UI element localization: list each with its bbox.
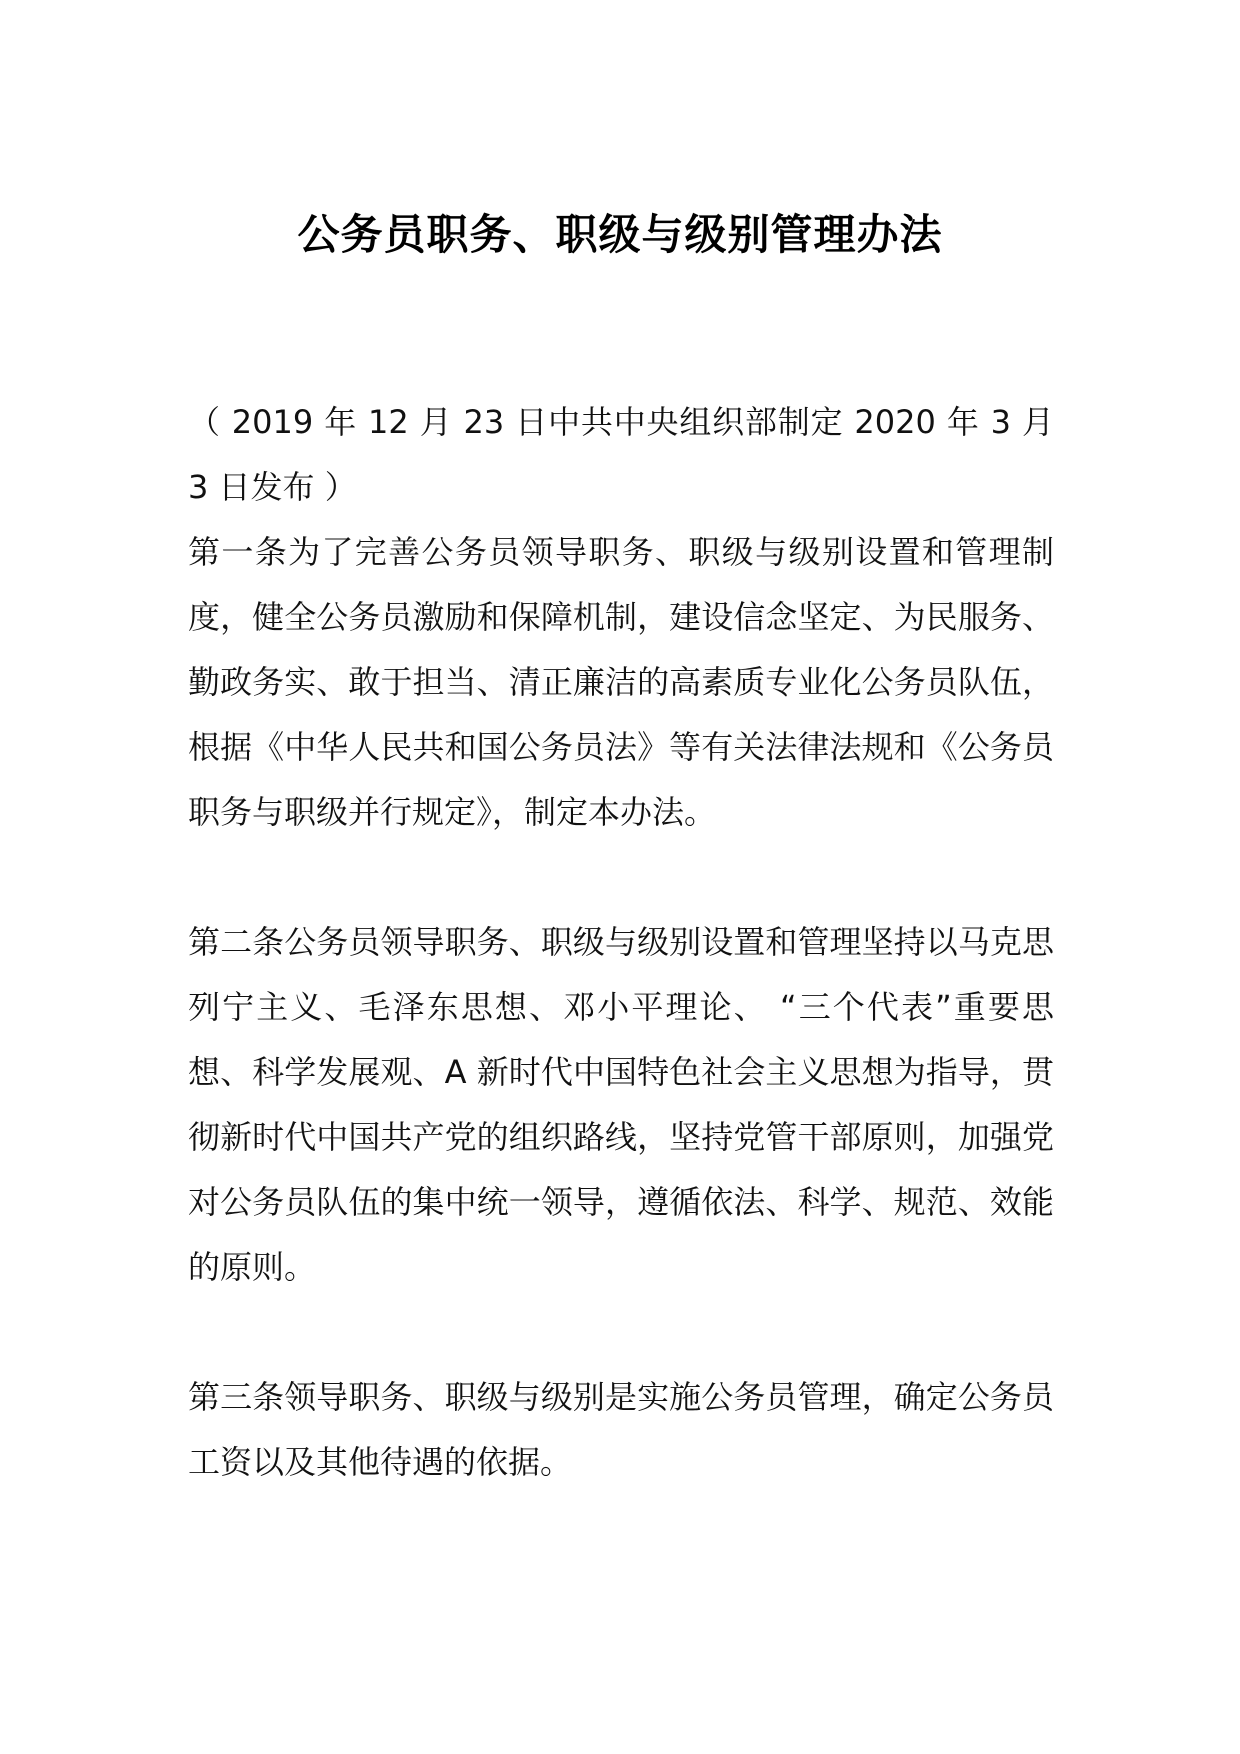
document-body	[188, 390, 1054, 1495]
article-1: 第一条为了完善公务员领导职务、职级与级别设置和管理制度，健全公务员激励和保障机制，建设信念坚定、为民服务、勤政务实、敢于担当、清正廉洁的高素质专业化公务员队伍，根据《中华人民共和国公务员法》等有关法律法规和《公务员职务与职级并行规定》，制定本办法。	[188, 533, 1054, 831]
document-title: 公务员职务、职级与级别管理办法	[297, 210, 943, 259]
paragraph-spacer	[188, 845, 1054, 910]
paragraph-spacer	[188, 1300, 1054, 1365]
article-2: 第二条公务员领导职务、职级与级别设置和管理坚持以马克思列宁主义、毛泽东思想、邓小平理论、 “三个代表”重要思想、科学发展观、A 新时代中国特色社会主义思想为指导，贯彻新时代中国共产党的组织路线，坚持党管干部原则，加强党对公务员队伍的集中统一领导，遵循依法、科学、规范、效能的原则。	[188, 923, 1054, 1286]
article-3: 第三条领导职务、职级与级别是实施公务员管理，确定公务员工资以及其他待遇的依据。	[188, 1378, 1054, 1481]
publication-note: （ 2019 年 12 月 23 日中共中央组织部制定 2020 年 3 月 3 日发布 ）	[188, 403, 1054, 506]
